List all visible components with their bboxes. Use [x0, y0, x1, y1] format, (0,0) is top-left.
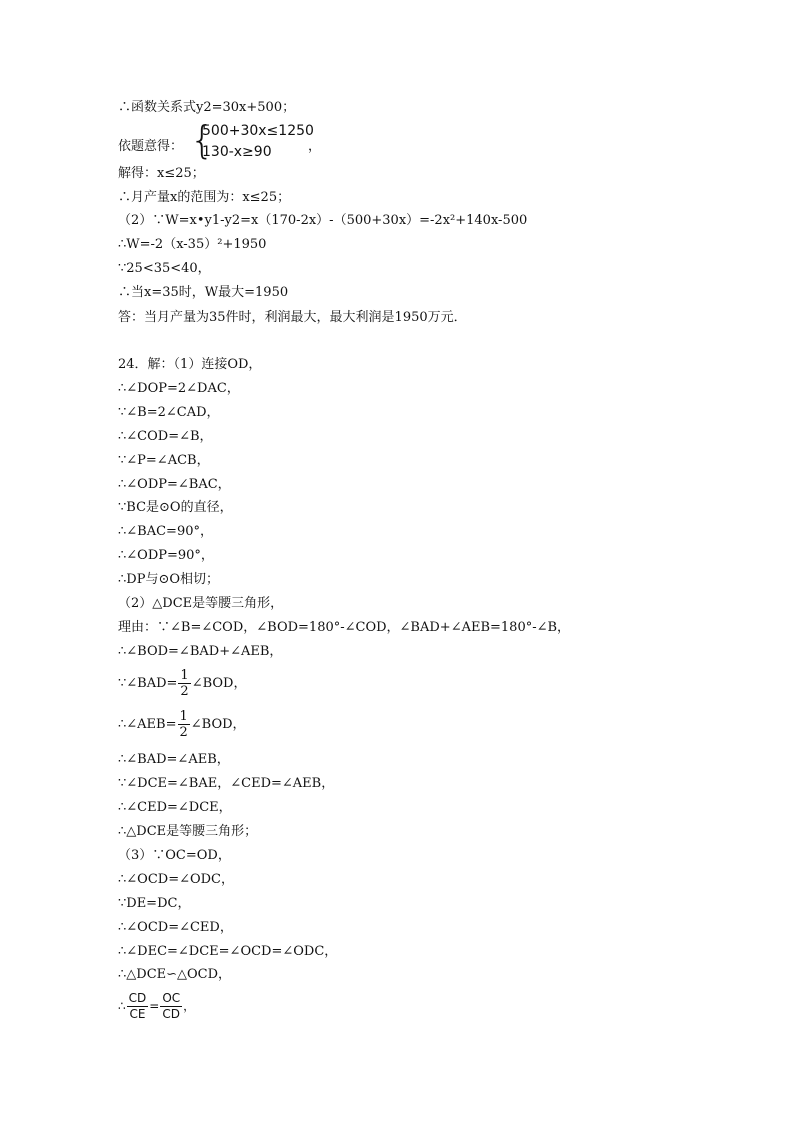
- text-line: ∴∠BAC=90°，: [118, 524, 213, 539]
- left-brace-icon: {: [190, 118, 215, 162]
- text-line: ∴函数关系式y2=30x+500；: [118, 100, 296, 115]
- system-row-2: 130-x≥90: [202, 144, 272, 160]
- text-line: ∴∠COD=∠B，: [118, 429, 213, 444]
- text-line: ∵∠P=∠ACB，: [118, 453, 210, 468]
- text-line: ∴∠CED=∠DCE，: [118, 800, 232, 815]
- text-line: （3）∵OC=OD，: [118, 848, 231, 863]
- fraction-line-suffix: ∠BOD，: [190, 717, 246, 732]
- fraction-denominator: CE: [127, 1006, 149, 1022]
- fraction-line-prefix: ∴∠AEB=: [118, 717, 177, 732]
- fraction-denominator: 2: [180, 684, 189, 699]
- fraction: [160, 991, 182, 1022]
- text-line: ∴∠DOP=2∠DAC，: [118, 381, 240, 396]
- ratio-prefix: ∴: [118, 999, 126, 1013]
- fraction-denominator: CD: [160, 1006, 182, 1022]
- problem-24-heading: 24．解：（1）连接OD，: [118, 357, 262, 372]
- fraction-line: [118, 709, 246, 740]
- text-line: ∴当x=35时，W最大=1950: [118, 285, 289, 300]
- fraction-numerator: OC: [162, 991, 181, 1005]
- text-line: ∴∠ODP=90°，: [118, 548, 214, 563]
- fraction-line: [118, 668, 246, 699]
- text-line: （2）△DCE是等腰三角形，: [118, 596, 284, 611]
- text-line: 解得：x≤25；: [118, 166, 205, 181]
- text-line: ∴∠BOD=∠BAD+∠AEB，: [118, 644, 283, 659]
- text-line: （2）∵W=x•y1-y2=x（170-2x）-（500+30x）=-2x²+140x-500: [118, 213, 528, 228]
- equals-sign: =: [149, 999, 160, 1013]
- answer-line: 答：当月产量为35件时，利润最大，最大利润是1950万元．: [118, 310, 467, 325]
- fraction-line-prefix: ∵∠BAD=: [118, 676, 178, 691]
- system-row-1: 500+30x≤1250: [202, 123, 314, 139]
- text-line: ∴△DCE∽△OCD，: [118, 967, 232, 982]
- fraction: [178, 668, 190, 699]
- fraction: [127, 991, 149, 1022]
- text-line: ∴W=-2（x-35）²+1950: [118, 237, 267, 252]
- text-line: ∵∠DCE=∠BAE，∠CED=∠AEB，: [118, 776, 335, 791]
- fraction-numerator: 1: [180, 668, 189, 683]
- text-line: ∴月产量x的范围为：x≤25；: [118, 190, 291, 205]
- ratio-line: [118, 991, 195, 1022]
- text-line: ∴∠ODP=∠BAC，: [118, 477, 231, 492]
- text-line: ∴∠OCD=∠ODC，: [118, 872, 235, 887]
- system-tail: ，: [308, 139, 322, 154]
- text-line: ∴∠DEC=∠DCE=∠OCD=∠ODC，: [118, 944, 338, 959]
- text-line: 理由：∵∠B=∠COD，∠BOD=180°-∠COD，∠BAD+∠AEB=180°-∠B，: [118, 620, 571, 635]
- fraction-numerator: 1: [179, 709, 188, 724]
- fraction-line-suffix: ∠BOD，: [191, 676, 247, 691]
- fraction-numerator: CD: [128, 991, 147, 1005]
- text-line: ∴∠BAD=∠AEB，: [118, 752, 230, 767]
- text-line: ∴△DCE是等腰三角形；: [118, 824, 258, 839]
- text-line: ∵BC是⊙O的直径，: [118, 500, 233, 515]
- ratio-suffix: ，: [183, 999, 196, 1013]
- text-line: ∵25<35<40，: [118, 261, 211, 276]
- system-label: 依题意得：: [118, 139, 184, 154]
- text-line: ∵∠B=2∠CAD，: [118, 405, 220, 420]
- fraction: [178, 709, 190, 740]
- text-line: ∴∠OCD=∠CED，: [118, 920, 233, 935]
- fraction-denominator: 2: [179, 725, 188, 740]
- text-line: ∴DP与⊙O相切；: [118, 572, 219, 587]
- text-line: ∵DE=DC，: [118, 896, 191, 911]
